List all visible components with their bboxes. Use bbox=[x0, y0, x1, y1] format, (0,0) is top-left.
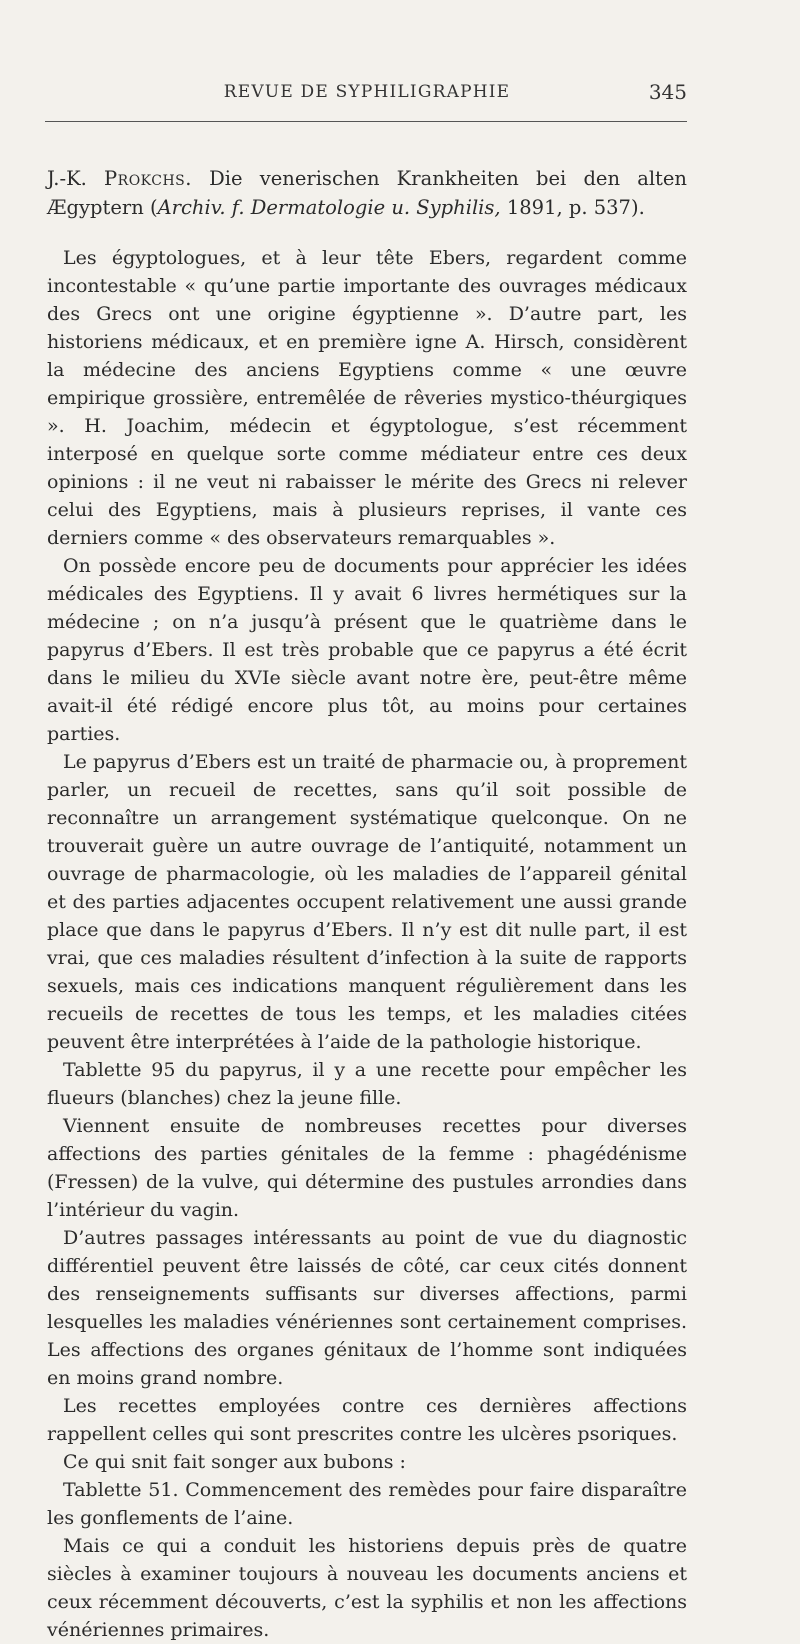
header-rule bbox=[45, 121, 687, 122]
reference-details: 1891, p. 537). bbox=[506, 196, 645, 219]
author-initials: J.-K. bbox=[47, 167, 87, 190]
reference-title: Die venerischen Krankheiten bei den alten Ægyptern bbox=[47, 167, 687, 219]
running-title: REVUE DE SYPHILIGRAPHIE bbox=[223, 82, 511, 102]
paragraph: Les recettes employées contre ces dernières affections rappellent celles qui sont prescrites contre les ulcères psoriques. bbox=[47, 1395, 687, 1445]
paragraph: Le papyrus d’Ebers est un traité de pharmacie ou, à proprement parler, un recueil de recettes, sans qu’il soit possible de reconnaître un arrangement systématique quelconque. On ne trouverait guère un autre ouvrage de l’antiquité, notamment un ouvrage de pharmacologie, où les maladies de l’appareil génital et des parties adjacentes occupent relativement une aussi grande place que dans le papyrus d’Ebers. Il n’y est dit nulle part, il est vrai, que ces maladies résultent d’infection à la suite de rapports sexuels, mais ces indications manquent régulièrement dans les recueils de recettes de tous les temps, et les maladies citées peuvent être interprétées à l’aide de la pathologie historique. bbox=[47, 751, 687, 1053]
bibliographic-reference bbox=[47, 164, 687, 222]
paragraph: D’autres passages intéressants au point de vue du diagnostic différentiel peuvent être laissés de côté, car ceux cités donnent des renseignements suffisants sur diverses affections, parmi lesquelles les maladies vénériennes sont certainement comprises. Les affections des organes génitaux de l’homme sont indiquées en moins grand nombre. bbox=[47, 1227, 687, 1389]
open-paren: ( bbox=[149, 196, 158, 219]
page-number: 345 bbox=[648, 80, 687, 104]
paragraph: Tablette 95 du papyrus, il y a une recette pour empêcher les flueurs (blanches) chez la jeune fille. bbox=[47, 1059, 687, 1109]
paragraph: Ce qui snit fait songer aux bubons : bbox=[63, 1451, 406, 1473]
paragraph: Tablette 51. Commencement des remèdes pour faire disparaître les gonflements de l’aine. bbox=[47, 1479, 687, 1529]
paragraph: Mais ce qui a conduit les historiens depuis près de quatre siècles à examiner toujours à nouveau les documents anciens et ceux récemment découverts, c’est la syphilis et non les affections vénériennes primaires. bbox=[47, 1535, 687, 1641]
paragraph: On possède encore peu de documents pour apprécier les idées médicales des Egyptiens. Il y avait 6 livres hermétiques sur la médecine ; on n’a jusqu’à présent que le quatrième dans le papyrus d’Ebers. Il est très probable que ce papyrus a été écrit dans le milieu du XVIe siècle avant notre ère, peut-être même avait-il été rédigé encore plus tôt, au moins pour certaines parties. bbox=[47, 555, 687, 745]
page-header bbox=[47, 76, 687, 106]
journal-name: Archiv. f. Dermatologie u. Syphilis, bbox=[157, 196, 501, 219]
body-text bbox=[47, 164, 687, 1644]
paragraph: Les égyptologues, et à leur tête Ebers, regardent comme incontestable « qu’une partie importante des ouvrages médicaux des Grecs ont une origine égyptienne ». D’autre part, les historiens médicaux, et en première igne A. Hirsch, considèrent la médecine des anciens Egyptiens comme « une œuvre empirique grossière, entremêlée de rêveries mystico-théurgiques ». H. Joachim, médecin et égyptologue, s’est récemment interposé en quelque sorte comme médiateur entre ces deux opinions : il ne veut ni rabaisser le mérite des Grecs ni relever celui des Egyptiens, mais à plusieurs reprises, il vante ces derniers comme « des observateurs remarquables ». bbox=[47, 247, 687, 549]
paragraph: Viennent ensuite de nombreuses recettes pour diverses affections des parties génitales de la femme : phagédénisme (Fressen) de la vulve, qui détermine des pustules arrondies dans l’intérieur du vagin. bbox=[47, 1115, 687, 1221]
author-surname: Prokchs. bbox=[104, 167, 192, 190]
